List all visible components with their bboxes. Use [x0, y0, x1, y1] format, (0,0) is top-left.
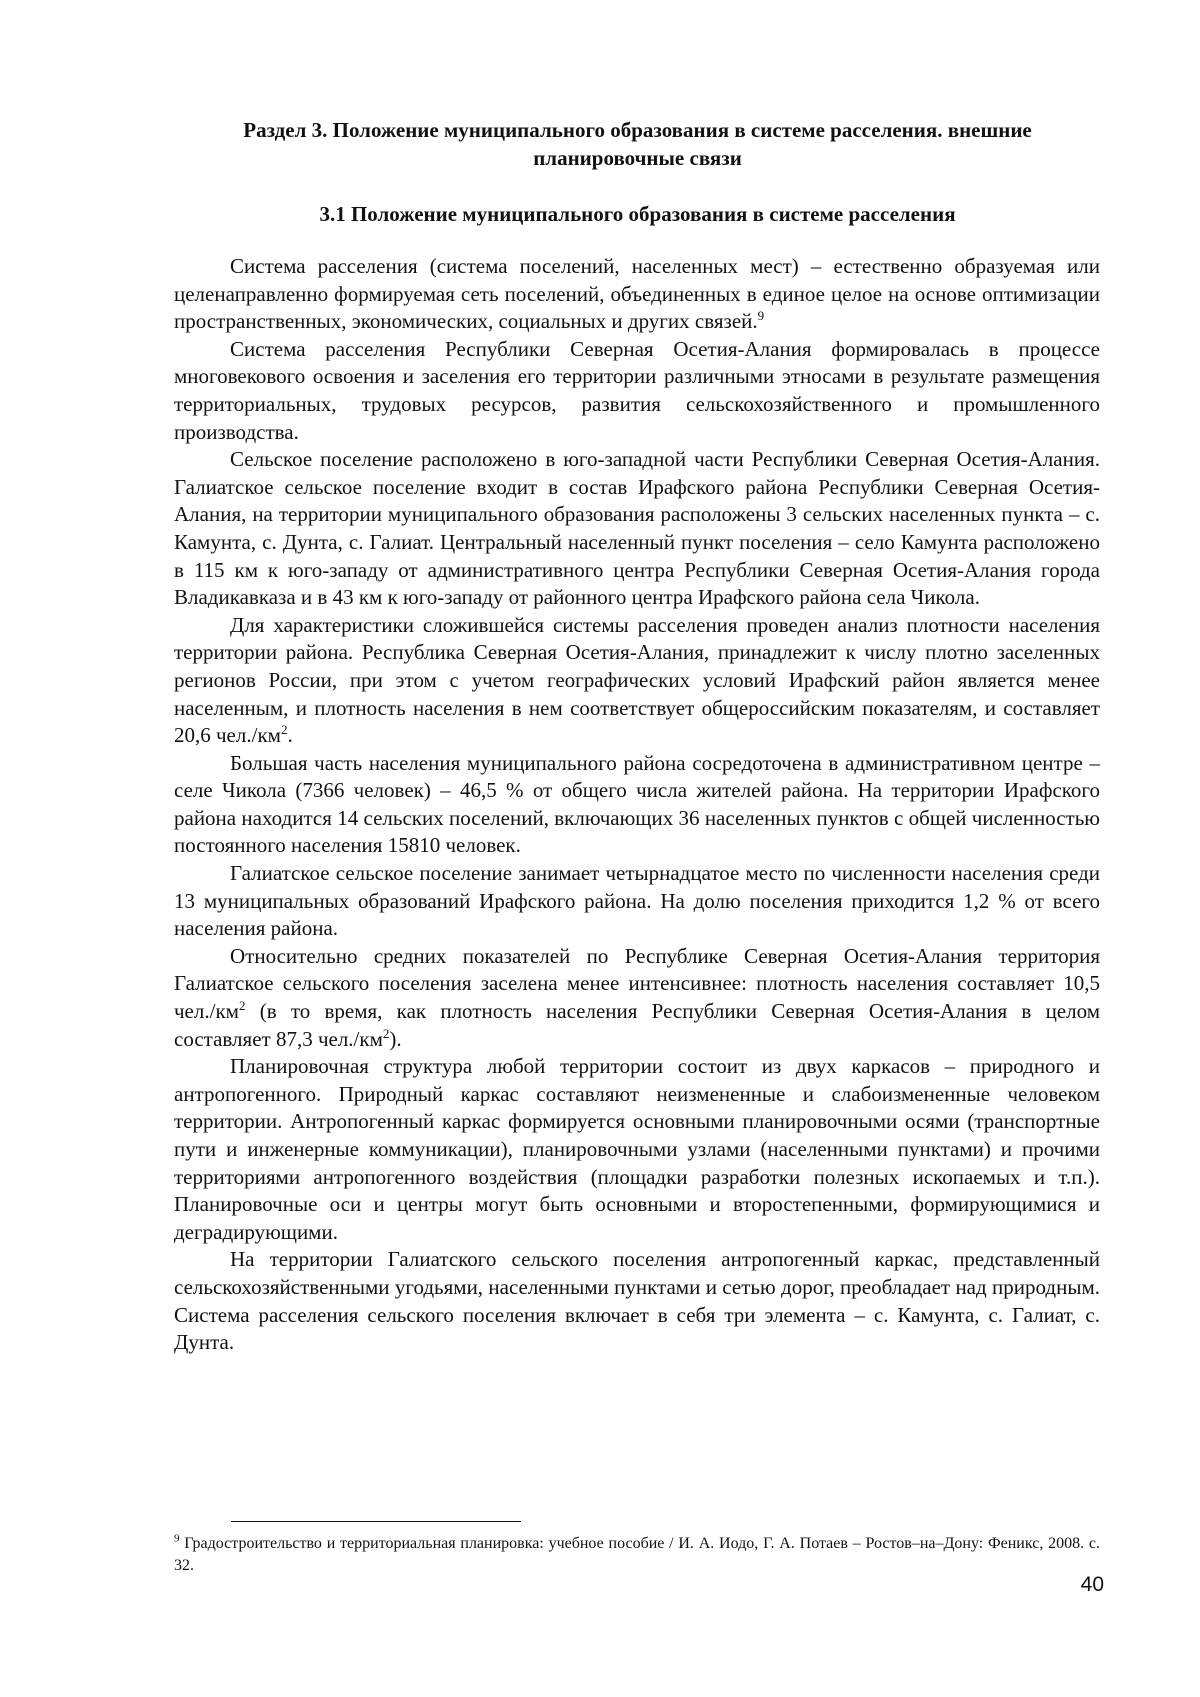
footnote-reference: 9 [757, 308, 765, 324]
superscript-2: 2 [280, 722, 288, 738]
paragraph-8: Планировочная структура любой территории состоит из двух каркасов – природного и антропогенного. Природный каркас составляют неизмененные и слабоизмененные человеком территории. Антропогенный каркас формируется основными планировочными осями (транспортные пути и инженерные коммуникации), планировочными узлами (населенными пунктами) и прочими территориями антропогенного воздействия (площадки разработки полезных ископаемых и т.п.). Планировочные оси и центры могут быть основными и второстепенными, формирующимися и деградирующими. [174, 1054, 1100, 1244]
paragraph-4-end: . [287, 723, 293, 748]
superscript-2: 2 [382, 1025, 390, 1041]
paragraph-2: Система расселения Республики Северная Осетия-Алания формировалась в процессе многовекового освоения и заселения его территории различными этносами в результате размещения территориальных, трудовых ресурсов, развития сельскохозяйственного и промышленного производства. [174, 336, 1100, 444]
footnote [174, 1533, 1100, 1577]
paragraph-1-text: Система расселения (система поселений, населенных мест) – естественно образуемая или целенаправленно формируемая сеть поселений, объединенных в единое целое на основе оптимизации пространственных, экономических, социальных и других связей. [174, 254, 1100, 334]
paragraph-5: Большая часть населения муниципального района сосредоточена в административном центре – селе Чикола (7366 человек) – 46,5 % от общего числа жителей района. На территории Ирафского района находится 14 сельских поселений, включающих 36 населенных пунктов с общей численностью постоянного населения 15810 человек. [174, 750, 1100, 858]
paragraph-7-text-c: ). [389, 1026, 402, 1051]
paragraph-4-text: Для характеристики сложившейся системы расселения проведен анализ плотности населения территории района. Республика Северная Осетия-Алания, принадлежит к числу плотно заселенных регионов России, при этом с учетом географических условий Ирафский район является менее населенным, и плотность населения в нем соответствует общероссийским показателям, и составляет 20,6 чел./км [174, 612, 1100, 748]
page-number: 40 [1080, 1573, 1104, 1596]
paragraph-3: Сельское поселение расположено в юго-западной части Республики Северная Осетия-Алания. Галиатское сельское поселение входит в состав Ирафского района Республики Северная Осетия-Алания, на территории муниципального образования расположены 3 сельских населенных пункта – с. Камунта, с. Дунта, с. Галиат. Центральный населенный пункт поселения – село Камунта расположено в 115 км к юго-западу от административного центра Республики Северная Осетия-Алания города Владикавказа и в 43 км к юго-западу от районного центра Ирафского района села Чикола. [174, 447, 1100, 610]
section-title: Раздел 3. Положение муниципального образования в системе расселения. внешние планировочные связи [243, 118, 1032, 170]
paragraph-7 [174, 943, 1100, 1053]
subsection-title: 3.1 Положение муниципального образования в системе расселения [319, 202, 956, 226]
footnote-text: Градостроительство и территориальная планировка: учебное пособие / И. А. Иодо, Г. А. Потаев – Ростов–на–Дону: Феникс, 2008. с. 32. [174, 1535, 1100, 1574]
paragraph-4 [174, 612, 1100, 750]
footnote-separator [231, 1521, 521, 1522]
paragraph-6: Галиатское сельское поселение занимает четырнадцатое место по численности населения среди 13 муниципальных образований Ирафского района. На долю поселения приходится 1,2 % от всего населения района. [174, 861, 1100, 941]
superscript-2: 2 [238, 998, 246, 1014]
paragraph-1 [174, 253, 1100, 336]
body-text [174, 253, 1100, 1357]
paragraph-7-text-a: Относительно средних показателей по Республике Северная Осетия-Алания территория Галиатское сельского поселения заселена менее интенсивнее: плотность населения составляет 10,5 чел./км [174, 943, 1100, 1024]
footnote-marker: 9 [174, 1532, 180, 1545]
paragraph-9: На территории Галиатского сельского поселения антропогенный каркас, представленный сельскохозяйственными угодьями, населенными пунктами и сетью дорог, преобладает над природным. Система расселения сельского поселения включает в себя три элемента – с. Камунта, с. Галиат, с. Дунта. [174, 1247, 1100, 1355]
paragraph-7-text-b: (в то время, как плотность населения Республики Северная Осетия-Алания в целом составляет 87,3 чел./км [174, 999, 1100, 1051]
